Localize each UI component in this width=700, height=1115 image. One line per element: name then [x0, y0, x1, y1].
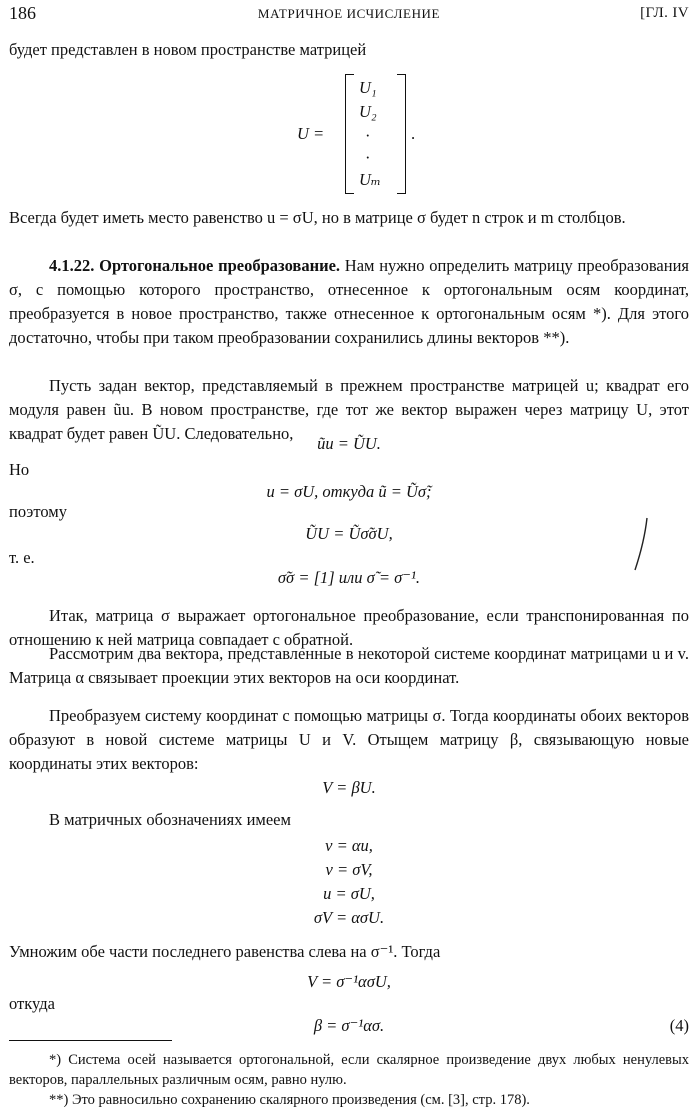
equation-6: V = σ⁻¹ασU, [307, 972, 391, 991]
label-whence: откуда [9, 994, 55, 1013]
section-text: Нам нужно определить матрицу преобразования σ, с помощью которого пространство, отнесенное к ортогональным осям координат, преобразуется в новое пространство, также отнесенное к ортогональным осям *). Для этого достаточно, чтобы при таком преобразовании сохранились длины векторов **). [9, 256, 689, 347]
equations-block-line: u = σU, [323, 884, 375, 903]
para-multiply: Умножим обе части последнего равенства слева на σ⁻¹. Тогда [9, 942, 441, 961]
label-ie: т. е. [9, 548, 35, 567]
equation-4: σ̃σ = [1] или σ̃ = σ⁻¹. [277, 568, 421, 587]
equation-5: V = βU. [322, 778, 376, 797]
matrix-cell: Uₘ [359, 170, 382, 189]
footnote-rule [9, 1040, 172, 1041]
matrix-U [297, 74, 457, 196]
para-transform: Преобразуем систему координат с помощью матрицы σ. Тогда координаты обоих векторов образуют в новой системе матрицы U и V. Отыщем матрицу β, связывающую новые координаты этих векторов: [9, 706, 689, 773]
para-always: Всегда будет иметь место равенство u = σU, но в матрице σ будет n строк и m столбцов. [9, 208, 626, 227]
para-itak: Итак, матрица σ выражает ортогональное преобразование, если транспонированная по отношению к ней матрица совпадает с обратной. [9, 606, 689, 649]
matrix-lhs: U = [297, 124, 325, 143]
equations-block-line: v = αu, [325, 836, 373, 855]
intro-line: будет представлен в новом пространстве матрицей [9, 40, 367, 59]
equation-2: u = σU, откуда ũ = Ũσ̃; [266, 482, 432, 501]
matrix-trailing: . [411, 124, 416, 143]
book-page [9, 0, 689, 1115]
label-therefore: поэтому [9, 502, 67, 521]
footnote-1: *) Система осей называется ортогональной, если скалярное произведение двух любых ненулевых векторов, параллельных различным осям, равно нулю. [9, 1052, 689, 1088]
page-header [9, 1, 689, 25]
section-paragraph [9, 254, 689, 350]
matrix-cell: U₁ [359, 78, 377, 97]
para-vector: Пусть задан вектор, представляемый в прежнем пространстве матрицей u; квадрат его модуля равен ũu. В новом пространстве, где тот же вектор выражен через матрицу U, этот квадрат будет равен ŨU. Следовательно, [9, 376, 689, 443]
matrix-left-bracket [345, 74, 354, 194]
label-no: Но [9, 460, 30, 479]
equation-1: ũu = ŨU. [317, 434, 381, 453]
equations-block-line: v = σV, [325, 860, 373, 879]
matrix-cell: U₂ [359, 102, 377, 121]
chapter-label: [ГЛ. IV [640, 5, 689, 21]
equation-7: β = σ⁻¹ασ. [313, 1016, 385, 1035]
para-consider: Рассмотрим два вектора, представленные в некоторой системе координат матрицами u и v. Матрица α связывает проекции этих векторов на оси координат. [9, 644, 689, 687]
equation-number: (4) [669, 1016, 689, 1035]
running-title: МАТРИЧНОЕ ИСЧИСЛЕНИЕ [257, 6, 441, 21]
para-matrix-notation: В матричных обозначениях имеем [49, 810, 291, 829]
matrix-cell: · [365, 148, 371, 167]
footnote-2: **) Это равносильно сохранению скалярного произведения (см. [3], стр. 178). [49, 1092, 530, 1108]
matrix-right-bracket [397, 74, 406, 194]
equations-block-line: σV = ασU. [313, 908, 385, 927]
pencil-stroke-mark [631, 516, 651, 572]
section-heading: 4.1.22. Ортогональное преобразование. [49, 256, 341, 275]
equation-3: ŨU = Ũσ̃σU, [305, 524, 393, 543]
matrix-cell: · [365, 126, 371, 145]
page-number: 186 [9, 3, 36, 23]
